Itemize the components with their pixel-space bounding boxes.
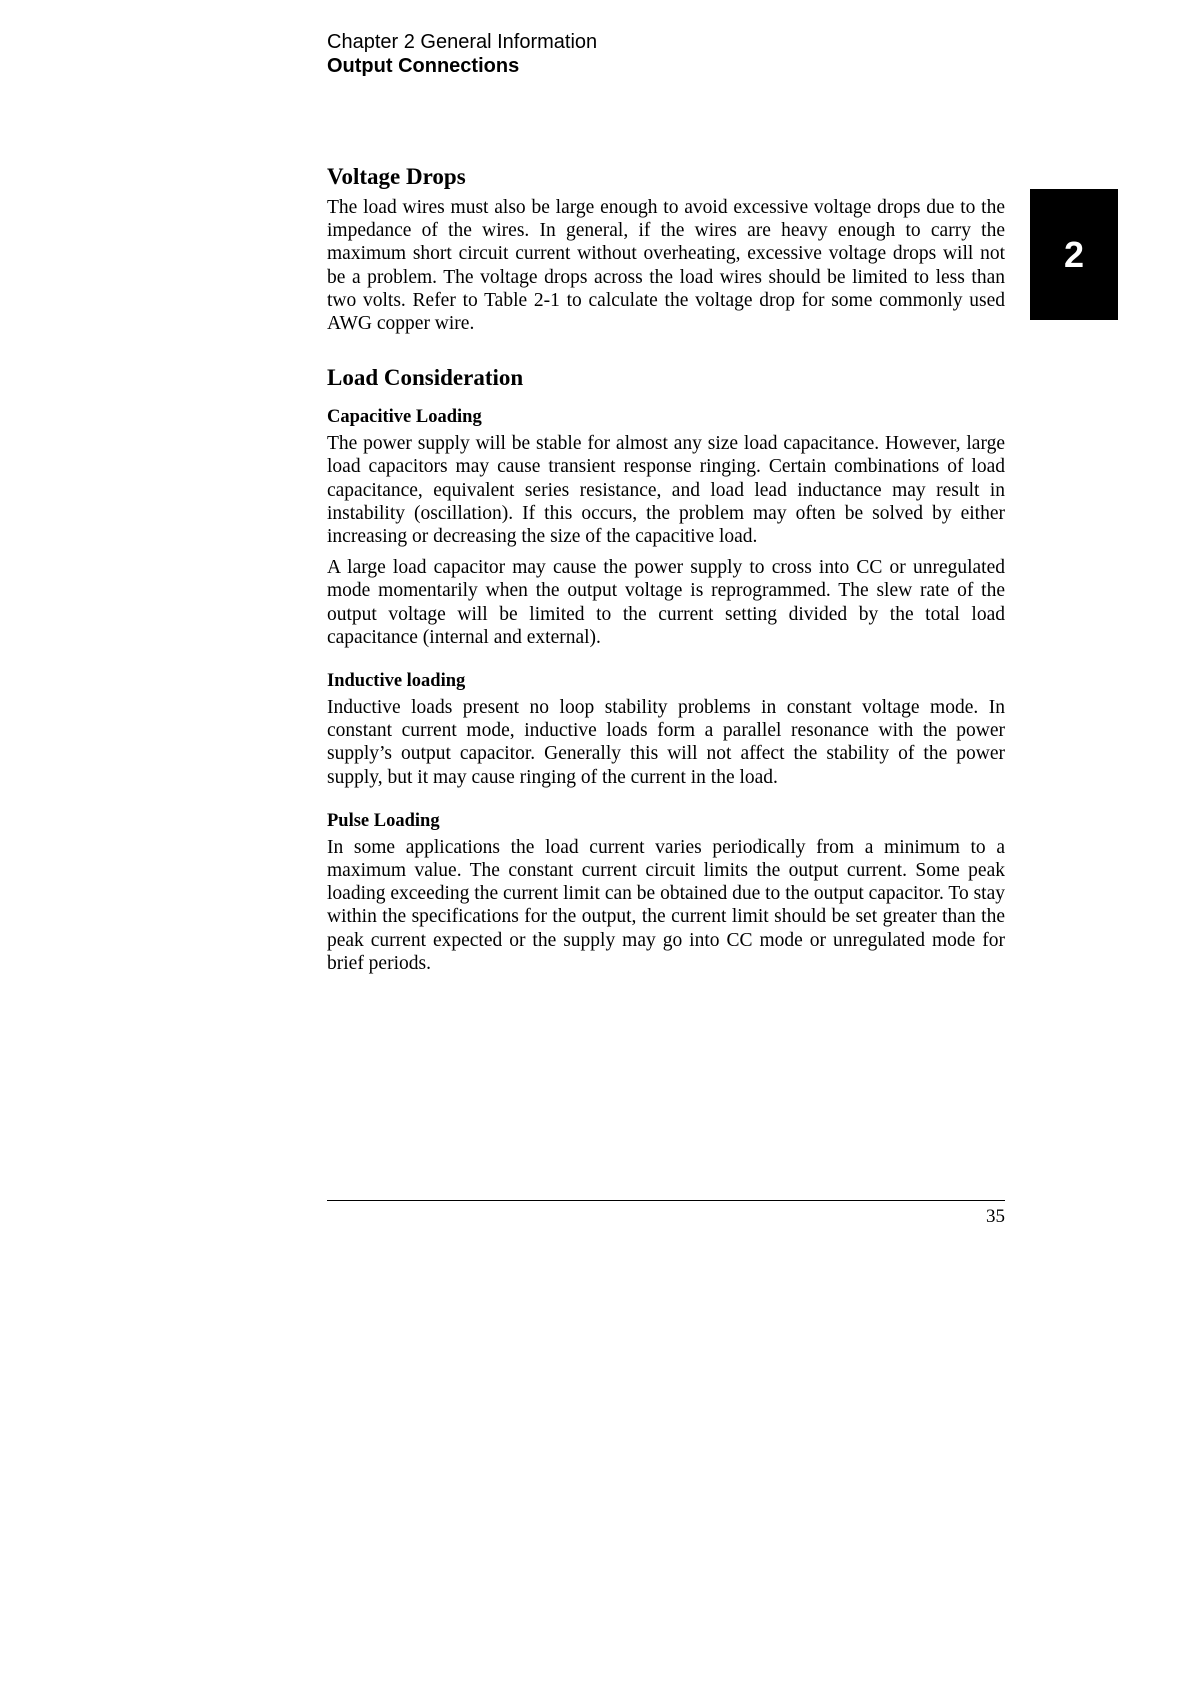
chapter-tab: 2 <box>1030 189 1118 320</box>
chapter-title: Chapter 2 General Information <box>327 31 598 53</box>
subheading-capacitive-loading: Capacitive Loading <box>327 407 482 428</box>
subheading-inductive-loading: Inductive loading <box>327 671 466 692</box>
footer-rule <box>327 1200 1005 1201</box>
heading-voltage-drops: Voltage Drops <box>327 164 466 189</box>
paragraph-capacitive-2: A large load capacitor may cause the power supply to cross into CC or unregulated mode momentarily when the output voltage is reprogrammed. The slew rate of the output voltage will be limited to the current setting divided by the total load capacitance (internal and external). <box>327 557 1005 648</box>
page-body <box>327 162 1005 983</box>
section-title: Output Connections <box>327 55 520 77</box>
paragraph-voltage-drops: The load wires must also be large enough to avoid excessive voltage drops due to the impedance of the wires. In general, if the wires are heavy enough to carry the maximum short circuit current without overheating, excessive voltage drops will not be a problem. The voltage drops across the load wires should be limited to less than two volts. Refer to Table 2-1 to calculate the voltage drop for some commonly used AWG copper wire. <box>327 197 1005 335</box>
paragraph-pulse: In some applications the load current varies periodically from a minimum to a maximum value. The constant current circuit limits the output current. Some peak loading exceeding the current limit can be obtained due to the output capacitor. To stay within the specifications for the output, the current limit should be set greater than the peak current expected or the supply may go into CC mode or unregulated mode for brief periods. <box>327 836 1005 974</box>
subheading-pulse-loading: Pulse Loading <box>327 810 440 831</box>
paragraph-inductive: Inductive loads present no loop stability problems in constant voltage mode. In constant current mode, inductive loads form a parallel resonance with the power supply’s output capacitor. Generally this will not affect the stability of the power supply, but it may cause ringing of the current in the load. <box>327 697 1005 788</box>
paragraph-capacitive-1: The power supply will be stable for almost any size load capacitance. However, large load capacitors may cause transient response ringing. Certain combinations of load capacitance, equivalent series resistance, and load lead inductance may result in instability (oscillation). If this occurs, the problem may often be solved by either increasing or decreasing the size of the capacitive load. <box>327 433 1005 548</box>
running-header <box>327 30 597 78</box>
page-number: 35 <box>986 1206 1005 1227</box>
heading-load-consideration: Load Consideration <box>327 365 524 391</box>
